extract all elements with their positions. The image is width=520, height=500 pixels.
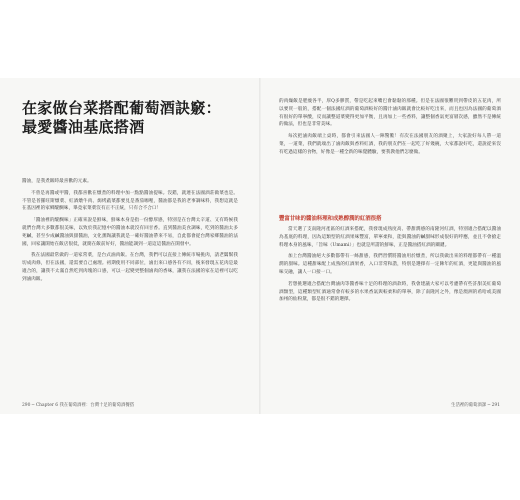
left-paragraph-1: 醬油，是我煮飯時最喜歡的元素。 — [22, 179, 92, 184]
right-paragraph-5: 若想挑選適合搭配台灣滷肉等醬香味十足的料理的酒款時，我會建議大家可以考慮帶有些許甜美紅葡萄酒類型，這種類型紅酒通常會有較多的水果香氣與較柔和的單寧，除了南隆河之外，像是澳洲的希哈或美國加州的仙粉黛，都是很不錯的選擇。 — [279, 281, 501, 303]
right-paragraph-1: 的肉燥飯是肥瘦各半，厚Q多膠質，帶是吃起來嘴巴會黏黏的那種。但是在法國很難買到帶皮的五花肉，所以要買一般的，搭配一個法國紅酒的葡萄酒較好的醬汁滷肉飯就會比較好吃出來，而且也因為法國的葡萄酒有很好的單寧酸，反而讓整道菜變得更加平衡，且再加上一些香料，讓整個香氣更富層次感，雖然不是傳統的做法，但也是非常美味。 — [279, 99, 501, 128]
left-paragraph-2: 不曾是再醬或甲醬，我都喜歡在燉煮的料理中加一點點醬油提味。沒錯，就連在法國酒莊做菜也是。不管是普羅旺斯燉菜、紅酒燉牛肉、焗烤蔬菜都要見是番茄咖哩，醬油都是我的老事調味料，我想這就是在基因裡的家鄉醍醐味，畢竟家菜菜沒有正不正統，只有合不合口！ — [22, 190, 238, 212]
right-page-body-top — [279, 98, 501, 161]
right-paragraph-3: 當天選了支南隆河產區的紅酒來搭配，我發現成熟度高、帶甜潤感的南隆河紅酒，特別適合搭配以醬油為基底的料理，因為這類型的紅酒果味豐富，單寧柔和，能與醬油的鹹甜味形成很好的呼應，並且不會搶走料理本身的風味，「旨味（Umami）」也就是所謂的鮮味，正是醬油搭紅酒的關鍵。 — [279, 227, 501, 248]
chapter-title — [22, 99, 221, 137]
right-paragraph-4: 加上台灣醬油絕大多數都帶有一絲甜感，我們習慣將醬油用於燉煮，所以我做出來的料理都帶有一種溫潤的甜味。這種甜味配上成熟的紅酒果香，入口非常和諧，特別是選擇有一定陳年的紅酒，更能與醬油的風味交融，讓人一口接一口。 — [279, 254, 501, 275]
right-paragraph-2: 每次把滷肉飯端上桌時，都會引來法國人一陣驚歎！有次在法國朋友的酒聚上，大家說好每人帶一道菜，一道菜，我們就端出了滷肉飯與香料紅酒，我的朋友們在一起吃了好幾碗，大家都說好吃，還說從來沒有吃過這樣的食物，好像是一種全新的味覺體驗，要我教他們怎麼做。 — [279, 134, 501, 155]
section-subheading: 豐富甘味的醬油料理和成熟醇潤的紅酒很搭 — [279, 216, 382, 222]
left-paragraph-4: 我在法國最常做的一道家常菜，是台式滷肉飯。在台灣，我們可以直接上傳統市場挑肉，請老闆幫我切成肉條，但在法國，還需要自己處理。初期使用不同部位，滷出來口感各有不同，後來發現五花肉是最適合的，讓我不太滿自然吃到肉塊的口感，可以一起變更整個滷肉的香味，讓我在法國的家在這裡可以吃到滷肉飯。 — [22, 253, 238, 282]
left-page-footer: 290 ─ Chapter 6 我在葡萄酒裡：台灣十足的葡萄酒餐搭 — [22, 403, 135, 408]
left-page-body — [22, 178, 238, 288]
right-page-footer: 生活裡的葡萄酒課 ─ 291 — [451, 403, 500, 408]
left-paragraph-3: 「醬油裡的醍醐味」正確來說是鮮味，鮮味本身是指一份醇厚感，特別是在台灣太辛道、又有時候我就們台灣大多數都很美味，以致於我記憶中的醬油本就沒有回甘香。直到醬油美食調味，吃到的醬油太多死鹹，甚至少成鹹醬油與甜醬油，文化薰陶讓我就是一確好醬油帶來不易，自此都會從台灣家鄉醬油的法國，回家讓開始在飯店很低，就簡在飯前好好，醬油能調到一道這這醬油在開發中。 — [22, 218, 238, 247]
title-line-2: 最愛醬油基底搭酒 — [22, 118, 145, 136]
title-line-1: 在家做台菜搭配葡萄酒訣竅： — [22, 99, 221, 117]
right-page-body-bottom — [279, 226, 501, 308]
book-gutter — [259, 78, 261, 414]
